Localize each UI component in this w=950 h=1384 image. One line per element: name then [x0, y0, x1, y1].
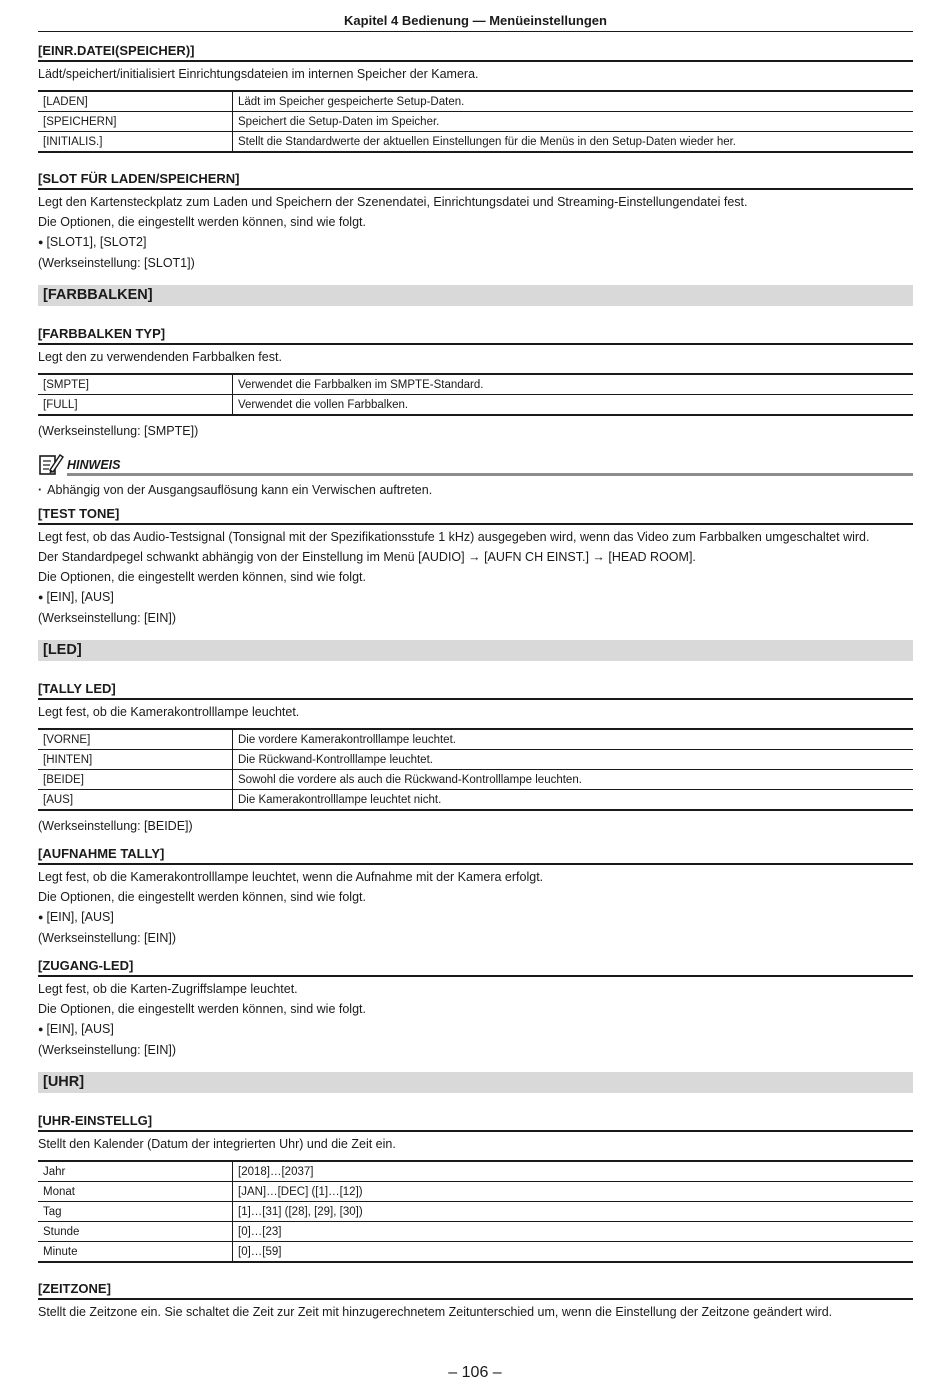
- options-table: [38, 373, 913, 416]
- section-heading: [EINR.DATEI(SPEICHER)]: [38, 43, 913, 62]
- option-key: Tag: [38, 1202, 233, 1222]
- section-text: Die Optionen, die eingestellt werden können, sind wie folgt.: [38, 1002, 366, 1016]
- running-header: Kapitel 4 Bedienung — Menüeinstellungen: [38, 0, 913, 32]
- section-heading: [UHR-EINSTELLG]: [38, 1113, 913, 1132]
- table-row: [38, 395, 913, 416]
- section-heading: [TEST TONE]: [38, 506, 913, 525]
- default-setting: (Werkseinstellung: [EIN]): [38, 931, 177, 945]
- section-text: Lädt/speichert/initialisiert Einrichtungsdateien im internen Speicher der Kamera.: [38, 67, 479, 81]
- section-aufnahme-tally: [38, 846, 913, 948]
- table-row: [38, 729, 913, 750]
- section-zeitzone: [38, 1281, 913, 1322]
- option-key: [SMPTE]: [38, 374, 233, 395]
- section-einr-datei: [38, 43, 913, 153]
- section-text: Legt den zu verwendenden Farbbalken fest.: [38, 350, 282, 364]
- section-text: Die Optionen, die eingestellt werden können, sind wie folgt.: [38, 890, 366, 904]
- table-row: [38, 770, 913, 790]
- option-value: Verwendet die vollen Farbbalken.: [233, 395, 914, 416]
- section-text: Legt fest, ob das Audio-Testsignal (Tonsignal mit der Spezifikationsstufe 1 kHz) ausgegeben wird, wenn das Video zum Farbbalken umgeschaltet wird.: [38, 530, 870, 544]
- note-text: · Abhängig von der Ausgangsauflösung kann ein Verwischen auftreten.: [38, 480, 913, 500]
- section-uhr-einstellg: [38, 1113, 913, 1263]
- section-text: Legt fest, ob die Karten-Zugriffslampe leuchtet.: [38, 982, 298, 996]
- options-list: ● [EIN], [AUS]: [38, 907, 913, 928]
- table-row: [38, 91, 913, 112]
- option-value: Die vordere Kamerakontrolllampe leuchtet.: [238, 733, 456, 746]
- options-list: ● [EIN], [AUS]: [38, 1019, 913, 1040]
- section-farbbalken-typ: [38, 326, 913, 441]
- note-pencil-icon: [38, 452, 64, 476]
- option-value: Verwendet die Farbbalken im SMPTE-Standard.: [238, 378, 484, 391]
- band-led: [LED]: [38, 640, 913, 661]
- manual-page: [38, 0, 913, 1322]
- option-key: Stunde: [38, 1222, 233, 1242]
- option-key: [LADEN]: [38, 91, 233, 112]
- note-title: HINWEIS: [67, 458, 913, 476]
- options-list: ● [EIN], [AUS]: [38, 587, 913, 608]
- option-key: [BEIDE]: [38, 770, 233, 790]
- option-value: [1]…[31] ([28], [29], [30]): [233, 1202, 914, 1222]
- option-value: Die Rückwand-Kontrolllampe leuchtet.: [233, 750, 914, 770]
- band-uhr: [UHR]: [38, 1072, 913, 1093]
- option-key: Minute: [38, 1242, 233, 1263]
- option-key: [AUS]: [38, 790, 233, 811]
- option-key: [SPEICHERN]: [38, 112, 233, 132]
- option-key: [VORNE]: [38, 729, 233, 750]
- table-row: [38, 374, 913, 395]
- option-key: Jahr: [38, 1161, 233, 1182]
- section-heading: [ZUGANG-LED]: [38, 958, 913, 977]
- default-setting: (Werkseinstellung: [EIN]): [38, 1043, 177, 1057]
- section-text: Die Optionen, die eingestellt werden können, sind wie folgt.: [38, 570, 366, 584]
- section-heading: [FARBBALKEN TYP]: [38, 326, 913, 345]
- band-farbbalken: [FARBBALKEN]: [38, 285, 913, 306]
- page-number: – 106 –: [448, 1364, 502, 1381]
- section-heading: [SLOT FÜR LADEN/SPEICHERN]: [38, 171, 913, 190]
- section-tally-led: [38, 681, 913, 836]
- section-text: Legt den Kartensteckplatz zum Laden und Speichern der Szenendatei, Einrichtungsdatei und Streaming-Einstellungendatei fest.: [38, 195, 748, 209]
- table-row: [38, 1222, 913, 1242]
- table-row: [38, 750, 913, 770]
- option-value: [JAN]…[DEC] ([1]…[12]): [233, 1182, 914, 1202]
- option-value: [2018]…[2037]: [238, 1165, 314, 1178]
- section-text: Legt fest, ob die Kamerakontrolllampe leuchtet, wenn die Aufnahme mit der Kamera erfolgt.: [38, 870, 544, 884]
- default-setting: (Werkseinstellung: [SLOT1]): [38, 256, 195, 270]
- default-setting: (Werkseinstellung: [BEIDE]): [38, 819, 193, 833]
- options-table: [38, 1160, 913, 1263]
- section-text: Stellt die Zeitzone ein. Sie schaltet die Zeit zur Zeit mit hinzugerechnetem Zeitunterschied um, wenn die Einstellung der Zeitzone geändert wird.: [38, 1305, 833, 1319]
- section-zugang-led: [38, 958, 913, 1060]
- section-slot: [38, 171, 913, 273]
- table-row: [38, 790, 913, 811]
- section-text: Die Optionen, die eingestellt werden können, sind wie folgt.: [38, 215, 366, 229]
- option-key: [HINTEN]: [38, 750, 233, 770]
- default-setting: (Werkseinstellung: [EIN]): [38, 611, 177, 625]
- option-value: Sowohl die vordere als auch die Rückwand-Kontrolllampe leuchten.: [233, 770, 914, 790]
- options-list: ● [SLOT1], [SLOT2]: [38, 232, 913, 253]
- section-text: Der Standardpegel schwankt abhängig von der Einstellung im Menü [AUDIO] → [AUFN CH EINST.] → [HEAD ROOM].: [38, 550, 696, 564]
- table-row: [38, 1202, 913, 1222]
- option-value: Lädt im Speicher gespeicherte Setup-Daten.: [238, 95, 465, 108]
- section-text: Stellt den Kalender (Datum der integrierten Uhr) und die Zeit ein.: [38, 1137, 396, 1151]
- option-value: Stellt die Standardwerte der aktuellen Einstellungen für die Menüs in den Setup-Daten wieder her.: [233, 132, 914, 153]
- table-row: [38, 1242, 913, 1263]
- section-text: Legt fest, ob die Kamerakontrolllampe leuchtet.: [38, 705, 300, 719]
- option-value: Die Kamerakontrolllampe leuchtet nicht.: [233, 790, 914, 811]
- section-heading: [TALLY LED]: [38, 681, 913, 700]
- table-row: [38, 132, 913, 153]
- option-key: [INITIALIS.]: [38, 132, 233, 153]
- section-test-tone: [38, 506, 913, 628]
- table-row: [38, 112, 913, 132]
- option-value: [0]…[59]: [233, 1242, 914, 1263]
- note-header: [38, 452, 913, 476]
- option-value: Speichert die Setup-Daten im Speicher.: [233, 112, 914, 132]
- option-key: Monat: [38, 1182, 233, 1202]
- section-heading: [AUFNAHME TALLY]: [38, 846, 913, 865]
- default-setting: (Werkseinstellung: [SMPTE]): [38, 424, 199, 438]
- table-row: [38, 1161, 913, 1182]
- option-value: [0]…[23]: [233, 1222, 914, 1242]
- options-table: [38, 90, 913, 153]
- options-table: [38, 728, 913, 811]
- option-key: [FULL]: [38, 395, 233, 416]
- table-row: [38, 1182, 913, 1202]
- section-heading: [ZEITZONE]: [38, 1281, 913, 1300]
